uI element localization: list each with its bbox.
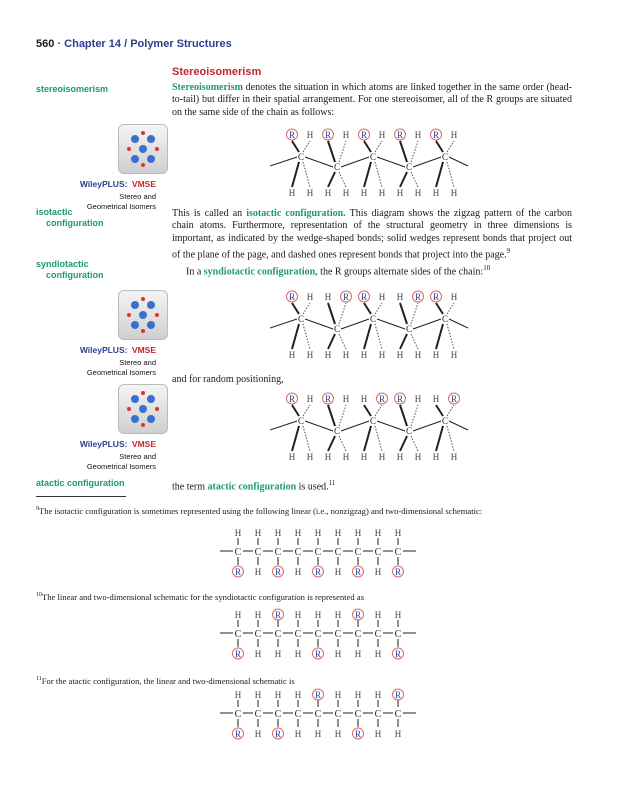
carbon-atom: C (274, 709, 282, 720)
carbon-atom: C (374, 547, 382, 558)
dashed-bond (303, 303, 310, 314)
substituent-label: H (450, 292, 458, 302)
dashed-bond (303, 405, 310, 416)
substituent-label: H (334, 528, 342, 538)
wileyplus-caption: Geometrical Isomers (86, 202, 156, 211)
dashed-bond (303, 141, 310, 152)
substituent-label: H (334, 729, 342, 739)
wileyplus-caption: Stereo and (119, 452, 156, 461)
chain-bond (270, 319, 297, 328)
wileyplus-label: WileyPLUS: VMSE Stereo and Geometrical Isomers (36, 340, 156, 378)
carbon-atom: C (405, 324, 413, 334)
substituent-label: H (342, 452, 350, 462)
dashed-bond (447, 324, 454, 349)
substituent-label: R (314, 690, 322, 700)
substituent-label: R (324, 130, 332, 140)
substituent-label: H (450, 130, 458, 140)
substituent-label: H (254, 528, 262, 538)
carbon-atom: C (234, 709, 242, 720)
carbon-atom: C (394, 629, 402, 640)
footnote-rule (36, 496, 126, 497)
substituent-label: H (294, 567, 302, 577)
carbon-atom: C (234, 547, 242, 558)
dashed-bond (375, 426, 382, 451)
substituent-label: H (288, 452, 296, 462)
substituent-label: H (432, 394, 440, 404)
wedge-bond (292, 426, 299, 451)
substituent-label: R (354, 610, 362, 620)
substituent-label: R (274, 610, 282, 620)
dashed-bond (303, 426, 310, 451)
carbon-atom: C (333, 162, 341, 172)
substituent-label: H (324, 350, 332, 360)
substituent-label: H (288, 350, 296, 360)
substituent-label: H (414, 188, 422, 198)
carbon-atom: C (294, 709, 302, 720)
substituent-label: H (324, 452, 332, 462)
substituent-label: R (288, 130, 296, 140)
substituent-label: H (274, 528, 282, 538)
linear-diagram-isotactic (220, 526, 420, 582)
substituent-label: H (234, 528, 242, 538)
margin-term-line: syndiotactic (36, 259, 89, 269)
substituent-label: H (314, 528, 322, 538)
wedge-bond (436, 162, 443, 187)
wedge-bond (400, 436, 407, 451)
substituent-label: R (432, 130, 440, 140)
substituent-label: R (234, 729, 242, 739)
chain-bond (341, 319, 369, 329)
chain-bond (449, 421, 468, 430)
footnote-10: $^{10}$The linear and two-dimensional schematic for the syndiotactic configuration is represented as (36, 591, 364, 602)
margin-term-syndiotactic (36, 259, 104, 281)
chain-bond (413, 157, 441, 167)
substituent-label: R (288, 394, 296, 404)
substituent-label: H (450, 452, 458, 462)
wileyplus-caption: Stereo and (119, 358, 156, 367)
substituent-label: H (234, 690, 242, 700)
substituent-label: R (394, 567, 402, 577)
substituent-label: R (396, 130, 404, 140)
carbon-atom: C (234, 629, 242, 640)
dashed-bond (375, 324, 382, 349)
substituent-label: H (306, 188, 314, 198)
substituent-label: H (354, 649, 362, 659)
dashed-bond (447, 303, 454, 314)
carbon-atom: C (297, 152, 305, 162)
carbon-atom: C (297, 314, 305, 324)
paragraph-random: and for random positioning, (172, 374, 284, 385)
substituent-label: H (414, 350, 422, 360)
carbon-atom: C (354, 709, 362, 720)
wedge-bond (400, 172, 407, 187)
substituent-label: R (314, 649, 322, 659)
wedge-bond (436, 141, 443, 152)
wedge-bond (364, 162, 371, 187)
substituent-label: H (306, 350, 314, 360)
substituent-label: H (294, 610, 302, 620)
substituent-label: H (394, 729, 402, 739)
substituent-label: H (450, 350, 458, 360)
dashed-bond (411, 172, 418, 187)
linear-diagram-atactic (220, 688, 420, 744)
substituent-label: H (396, 350, 404, 360)
substituent-label: H (234, 610, 242, 620)
wileyplus-label: WileyPLUS: VMSE Stereo and Geometrical Isomers (36, 174, 156, 212)
carbon-atom: C (334, 709, 342, 720)
wileyplus-vmse-block[interactable] (36, 384, 168, 472)
substituent-label: H (324, 292, 332, 302)
margin-term-line: isotactic (36, 207, 73, 217)
dashed-bond (339, 141, 346, 162)
chain-bond (449, 319, 468, 328)
chain-bond (305, 319, 333, 329)
substituent-label: H (374, 567, 382, 577)
chain-bond (377, 421, 405, 431)
wedge-bond (292, 162, 299, 187)
substituent-label: H (360, 452, 368, 462)
wedge-bond (436, 405, 443, 416)
carbon-atom: C (441, 152, 449, 162)
carbon-atom: C (369, 416, 377, 426)
substituent-label: R (360, 292, 368, 302)
dashed-bond (339, 172, 346, 187)
wedge-bond (328, 303, 335, 324)
substituent-label: H (306, 452, 314, 462)
zigzag-diagram-syndiotactic (270, 288, 470, 362)
wileyplus-caption: Stereo and (119, 192, 156, 201)
paragraph-stereoisomerism: Stereoisomerism denotes the situation in which atoms are linked together in the same order (head-to-tail) but differ in their spatial arrangement. For one stereoisomer, all of the R groups are situated on the same side of the chain as follows: (172, 82, 572, 118)
wedge-bond (328, 172, 335, 187)
chain-bond (377, 157, 405, 167)
wedge-bond (364, 303, 371, 314)
margin-term-line: configuration (46, 270, 104, 280)
zigzag-diagram-isotactic (270, 126, 470, 200)
dashed-bond (411, 334, 418, 349)
dashed-bond (411, 436, 418, 451)
chain-bond (270, 421, 297, 430)
carbon-atom: C (254, 629, 262, 640)
wileyplus-vmse-block[interactable] (36, 124, 168, 212)
wedge-bond (436, 303, 443, 314)
wedge-bond (328, 141, 335, 162)
footnote-9: $^9$The isotactic configuration is sometimes represented using the following linear (i.e., nonzigzag) and two-dimensional schematic: (36, 505, 483, 516)
substituent-label: R (274, 729, 282, 739)
substituent-label: H (294, 528, 302, 538)
substituent-label: H (306, 130, 314, 140)
substituent-label: H (394, 528, 402, 538)
wedge-bond (364, 426, 371, 451)
wedge-bond (400, 334, 407, 349)
substituent-label: H (378, 452, 386, 462)
wedge-bond (400, 141, 407, 162)
wedge-bond (400, 303, 407, 324)
dashed-bond (339, 334, 346, 349)
header-slash: / (124, 38, 128, 50)
substituent-label: R (432, 292, 440, 302)
carbon-atom: C (374, 629, 382, 640)
carbon-atom: C (297, 416, 305, 426)
substituent-label: R (324, 394, 332, 404)
substituent-label: R (234, 567, 242, 577)
carbon-atom: C (394, 547, 402, 558)
wedge-bond (328, 405, 335, 426)
molecule-icon[interactable] (118, 124, 168, 174)
paragraph-atactic: the term atactic configuration is used.$^{11}$ (172, 479, 336, 493)
dashed-bond (339, 303, 346, 324)
molecule-icon[interactable] (118, 290, 168, 340)
dashed-bond (447, 405, 454, 416)
substituent-label: H (342, 188, 350, 198)
chain-bond (413, 319, 441, 329)
margin-term-stereoisomerism: stereoisomerism (36, 84, 109, 94)
substituent-label: H (374, 729, 382, 739)
running-header (36, 38, 232, 50)
wedge-bond (292, 324, 299, 349)
substituent-label: H (342, 350, 350, 360)
carbon-atom: C (294, 629, 302, 640)
carbon-atom: C (441, 314, 449, 324)
zigzag-diagram-atactic (270, 390, 470, 464)
substituent-label: H (432, 350, 440, 360)
dashed-bond (375, 141, 382, 152)
wedge-bond (328, 334, 335, 349)
carbon-atom: C (333, 324, 341, 334)
substituent-label: H (254, 690, 262, 700)
chain-bond (305, 421, 333, 431)
carbon-atom: C (274, 629, 282, 640)
wedge-bond (328, 436, 335, 451)
chain-bond (413, 421, 441, 431)
substituent-label: H (414, 130, 422, 140)
substituent-label: R (378, 394, 386, 404)
substituent-label: H (314, 729, 322, 739)
section-title: Stereoisomerism (172, 66, 262, 78)
substituent-label: H (374, 690, 382, 700)
carbon-atom: C (314, 709, 322, 720)
substituent-label: H (374, 610, 382, 620)
dashed-bond (447, 141, 454, 152)
chapter-label: Chapter 14 (64, 38, 122, 50)
wedge-bond (436, 426, 443, 451)
wedge-bond (364, 405, 371, 416)
substituent-label: H (374, 528, 382, 538)
dashed-bond (375, 405, 382, 416)
substituent-label: H (396, 452, 404, 462)
substituent-label: H (306, 394, 314, 404)
substituent-label: H (306, 292, 314, 302)
wileyplus-caption: Geometrical Isomers (86, 368, 156, 377)
substituent-label: R (394, 690, 402, 700)
footnote-11: $^{11}$For the atactic configuration, the linear and two-dimensional schematic is (36, 675, 295, 686)
wedge-bond (364, 324, 371, 349)
dashed-bond (411, 141, 418, 162)
substituent-label: H (396, 292, 404, 302)
carbon-atom: C (334, 547, 342, 558)
substituent-label: R (354, 729, 362, 739)
substituent-label: R (288, 292, 296, 302)
dashed-bond (411, 405, 418, 426)
substituent-label: H (432, 452, 440, 462)
substituent-label: H (450, 188, 458, 198)
substituent-label: H (274, 649, 282, 659)
substituent-label: H (354, 690, 362, 700)
chain-bond (305, 157, 333, 167)
substituent-label: H (396, 188, 404, 198)
substituent-label: H (414, 394, 422, 404)
linear-diagram-syndiotactic (220, 608, 420, 664)
margin-term-line: configuration (46, 218, 104, 228)
dashed-bond (375, 162, 382, 187)
paragraph-isotactic: This is called an isotactic configuration. This diagram shows the zigzag pattern of the carbon chain atoms. Furthermore, representation of the structural geometry in three dimensions is important, as indicated by the wedge-shaped bonds; solid wedges represent bonds that project out of the plane of the page, and dashed ones represent bonds that project into the page.$^9$ In a syndiotactic configuration, the R groups alternate sides of the chain:$^{10}$ (172, 208, 572, 278)
carbon-atom: C (274, 547, 282, 558)
wileyplus-caption: Geometrical Isomers (86, 462, 156, 471)
substituent-label: R (314, 567, 322, 577)
substituent-label: H (334, 610, 342, 620)
dashed-bond (447, 426, 454, 451)
substituent-label: H (294, 729, 302, 739)
substituent-label: R (450, 394, 458, 404)
substituent-label: H (254, 729, 262, 739)
carbon-atom: C (354, 547, 362, 558)
wedge-bond (400, 405, 407, 426)
substituent-label: H (254, 610, 262, 620)
carbon-atom: C (314, 547, 322, 558)
carbon-atom: C (374, 709, 382, 720)
wileyplus-label: WileyPLUS: VMSE Stereo and Geometrical Isomers (36, 434, 156, 472)
substituent-label: H (314, 610, 322, 620)
substituent-label: H (432, 188, 440, 198)
wedge-bond (292, 303, 299, 314)
substituent-label: H (254, 649, 262, 659)
header-separator: · (57, 38, 62, 50)
carbon-atom: C (254, 709, 262, 720)
substituent-label: H (360, 188, 368, 198)
substituent-label: H (274, 690, 282, 700)
substituent-label: R (396, 394, 404, 404)
substituent-label: R (354, 567, 362, 577)
substituent-label: H (378, 188, 386, 198)
substituent-label: R (360, 130, 368, 140)
substituent-label: H (294, 649, 302, 659)
chapter-title: Polymer Structures (130, 38, 232, 50)
dashed-bond (447, 162, 454, 187)
substituent-label: H (394, 610, 402, 620)
wedge-bond (292, 141, 299, 152)
dashed-bond (411, 303, 418, 324)
carbon-atom: C (394, 709, 402, 720)
substituent-label: H (374, 649, 382, 659)
dashed-bond (375, 303, 382, 314)
substituent-label: R (234, 649, 242, 659)
molecule-icon[interactable] (118, 384, 168, 434)
substituent-label: H (414, 452, 422, 462)
margin-term-atactic: atactic configuration (36, 478, 125, 488)
substituent-label: H (354, 528, 362, 538)
substituent-label: H (334, 649, 342, 659)
substituent-label: H (342, 130, 350, 140)
carbon-atom: C (294, 547, 302, 558)
dashed-bond (303, 162, 310, 187)
chain-bond (377, 319, 405, 329)
carbon-atom: C (405, 426, 413, 436)
chain-bond (341, 157, 369, 167)
carbon-atom: C (254, 547, 262, 558)
carbon-atom: C (405, 162, 413, 172)
wedge-bond (292, 405, 299, 416)
substituent-label: R (414, 292, 422, 302)
substituent-label: H (360, 350, 368, 360)
substituent-label: H (378, 292, 386, 302)
substituent-label: H (294, 690, 302, 700)
substituent-label: H (334, 690, 342, 700)
wileyplus-vmse-block[interactable] (36, 290, 168, 378)
page-number: 560 (36, 38, 55, 50)
substituent-label: H (360, 394, 368, 404)
carbon-atom: C (441, 416, 449, 426)
carbon-atom: C (314, 629, 322, 640)
carbon-atom: C (333, 426, 341, 436)
substituent-label: H (288, 188, 296, 198)
wedge-bond (436, 324, 443, 349)
substituent-label: R (342, 292, 350, 302)
substituent-label: H (378, 130, 386, 140)
wedge-bond (364, 141, 371, 152)
substituent-label: R (394, 649, 402, 659)
dashed-bond (339, 436, 346, 451)
substituent-label: H (324, 188, 332, 198)
chain-bond (449, 157, 468, 166)
substituent-label: H (342, 394, 350, 404)
substituent-label: H (378, 350, 386, 360)
substituent-label: H (334, 567, 342, 577)
substituent-label: H (254, 567, 262, 577)
carbon-atom: C (369, 152, 377, 162)
dashed-bond (303, 324, 310, 349)
dashed-bond (339, 405, 346, 426)
chain-bond (270, 157, 297, 166)
substituent-label: R (274, 567, 282, 577)
chain-bond (341, 421, 369, 431)
carbon-atom: C (334, 629, 342, 640)
carbon-atom: C (354, 629, 362, 640)
carbon-atom: C (369, 314, 377, 324)
